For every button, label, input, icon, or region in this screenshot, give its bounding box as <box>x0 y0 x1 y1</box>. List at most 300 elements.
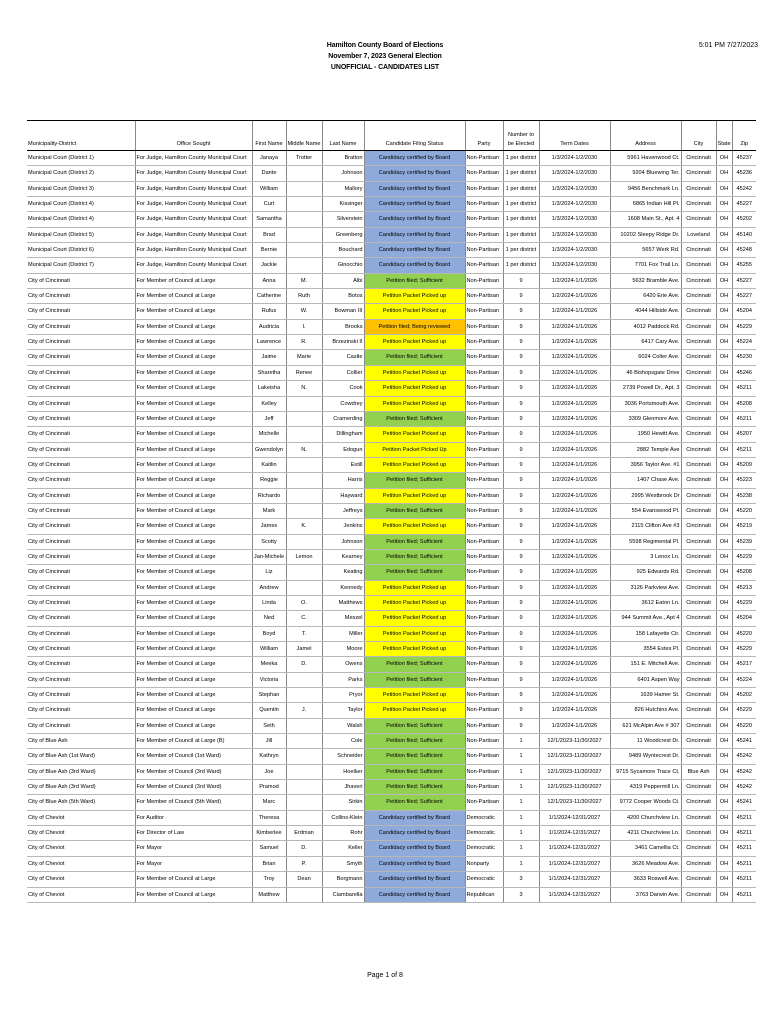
table-row <box>27 841 756 856</box>
cell-city: Cincinnati <box>681 442 716 457</box>
cell-first-name: Meeka <box>252 657 286 672</box>
cell-term-dates: 1/3/2024-1/2/2030 <box>539 151 610 166</box>
cell-party: Non-Partisan <box>465 595 503 610</box>
cell-first-name: Boyd <box>252 626 286 641</box>
cell-first-name: Marc <box>252 795 286 810</box>
cell-status: Petition filed; Sufficient <box>364 657 465 672</box>
cell-middle-name: Marie <box>286 350 322 365</box>
cell-middle-name <box>286 810 322 825</box>
cell-state: OH <box>716 273 732 288</box>
cell-last-name: Borgmann <box>322 872 364 887</box>
cell-city: Cincinnati <box>681 427 716 442</box>
cell-number-elected: 9 <box>503 304 539 319</box>
cell-status: Candidacy certified by Board <box>364 243 465 258</box>
cell-term-dates: 1/2/2024-1/1/2026 <box>539 503 610 518</box>
cell-term-dates: 12/1/2023-11/30/2027 <box>539 764 610 779</box>
cell-first-name: Kimberlee <box>252 826 286 841</box>
table-row <box>27 718 756 733</box>
cell-last-name: Bratton <box>322 151 364 166</box>
cell-zip: 45227 <box>732 273 756 288</box>
cell-number-elected: 1 <box>503 734 539 749</box>
cell-city: Cincinnati <box>681 734 716 749</box>
table-row <box>27 688 756 703</box>
cell-city: Cincinnati <box>681 780 716 795</box>
cell-zip: 45202 <box>732 688 756 703</box>
cell-city: Cincinnati <box>681 273 716 288</box>
cell-term-dates: 12/1/2023-11/30/2027 <box>539 780 610 795</box>
cell-city: Cincinnati <box>681 826 716 841</box>
table-row <box>27 810 756 825</box>
cell-zip: 45211 <box>732 810 756 825</box>
cell-middle-name <box>286 427 322 442</box>
cell-number-elected: 1 <box>503 826 539 841</box>
cell-last-name: Botos <box>322 289 364 304</box>
cell-municipality: City of Cincinnati <box>27 595 135 610</box>
cell-office: For Member of Council at Large <box>135 688 252 703</box>
cell-municipality: City of Cincinnati <box>27 657 135 672</box>
cell-term-dates: 1/2/2024-1/1/2026 <box>539 473 610 488</box>
cell-first-name: Catherine <box>252 289 286 304</box>
cell-state: OH <box>716 243 732 258</box>
table-row <box>27 595 756 610</box>
cell-number-elected: 1 per district <box>503 227 539 242</box>
table-row <box>27 304 756 319</box>
cell-address: 2882 Temple Ave <box>610 442 681 457</box>
cell-last-name: Johnson <box>322 534 364 549</box>
col-header: Party <box>465 121 503 151</box>
report-timestamp: 5:01 PM 7/27/2023 <box>698 42 758 49</box>
cell-municipality: City of Cincinnati <box>27 503 135 518</box>
cell-party: Non-Partisan <box>465 319 503 334</box>
cell-state: OH <box>716 365 732 380</box>
cell-middle-name <box>286 764 322 779</box>
cell-last-name: Cook <box>322 381 364 396</box>
cell-zip: 45202 <box>732 212 756 227</box>
cell-state: OH <box>716 688 732 703</box>
cell-address: 4044 Hillside Ave. <box>610 304 681 319</box>
cell-status: Petition filed; Sufficient <box>364 534 465 549</box>
cell-city: Cincinnati <box>681 411 716 426</box>
cell-city: Cincinnati <box>681 381 716 396</box>
cell-middle-name: K. <box>286 519 322 534</box>
cell-term-dates: 1/1/2024-12/31/2027 <box>539 872 610 887</box>
cell-municipality: City of Cheviot <box>27 841 135 856</box>
cell-party: Democratic <box>465 872 503 887</box>
cell-first-name: Linda <box>252 595 286 610</box>
cell-address: 3612 Eaton Ln. <box>610 595 681 610</box>
cell-number-elected: 9 <box>503 565 539 580</box>
cell-status: Candidacy certified by Board <box>364 227 465 242</box>
cell-number-elected: 9 <box>503 642 539 657</box>
cell-middle-name: Ruth <box>286 289 322 304</box>
cell-last-name: Hoelker <box>322 764 364 779</box>
cell-first-name: Matthew <box>252 887 286 902</box>
cell-municipality: City of Cincinnati <box>27 411 135 426</box>
cell-zip: 45208 <box>732 396 756 411</box>
cell-status: Petition Packet Picked up <box>364 580 465 595</box>
cell-state: OH <box>716 795 732 810</box>
cell-address: 3956 Taylor Ave. #1 <box>610 457 681 472</box>
table-row <box>27 411 756 426</box>
cell-number-elected: 9 <box>503 396 539 411</box>
cell-number-elected: 9 <box>503 657 539 672</box>
cell-office: For Member of Council at Large <box>135 457 252 472</box>
cell-number-elected: 9 <box>503 595 539 610</box>
cell-number-elected: 9 <box>503 319 539 334</box>
cell-municipality: City of Cincinnati <box>27 442 135 457</box>
cell-term-dates: 1/1/2024-12/31/2027 <box>539 841 610 856</box>
cell-state: OH <box>716 488 732 503</box>
cell-first-name: William <box>252 642 286 657</box>
table-row <box>27 626 756 641</box>
cell-party: Non-Partisan <box>465 396 503 411</box>
cell-zip: 45211 <box>732 887 756 902</box>
cell-office: For Auditor <box>135 810 252 825</box>
cell-number-elected: 9 <box>503 626 539 641</box>
cell-state: OH <box>716 595 732 610</box>
table-row <box>27 734 756 749</box>
cell-address: 9772 Cooper Woods Ct. <box>610 795 681 810</box>
cell-status: Petition Packet Picked up <box>364 427 465 442</box>
cell-state: OH <box>716 427 732 442</box>
cell-party: Non-Partisan <box>465 626 503 641</box>
cell-state: OH <box>716 289 732 304</box>
col-header: Zip <box>732 121 756 151</box>
cell-state: OH <box>716 519 732 534</box>
cell-city: Cincinnati <box>681 350 716 365</box>
cell-term-dates: 1/2/2024-1/1/2026 <box>539 611 610 626</box>
cell-term-dates: 1/2/2024-1/1/2026 <box>539 289 610 304</box>
cell-status: Petition Packet Picked up <box>364 688 465 703</box>
cell-last-name: Jeffreys <box>322 503 364 518</box>
cell-office: For Member of Council at Large <box>135 335 252 350</box>
cell-address: 1407 Chase Ave. <box>610 473 681 488</box>
cell-status: Petition Packet Picked up <box>364 335 465 350</box>
cell-first-name: Brad <box>252 227 286 242</box>
cell-address: 6024 Colter Ave. <box>610 350 681 365</box>
cell-term-dates: 1/2/2024-1/1/2026 <box>539 688 610 703</box>
cell-office: For Member of Council at Large <box>135 672 252 687</box>
cell-municipality: City of Cincinnati <box>27 703 135 718</box>
col-header: Number to be Elected <box>503 121 539 151</box>
cell-office: For Member of Council at Large <box>135 657 252 672</box>
cell-middle-name: M. <box>286 273 322 288</box>
cell-last-name: Kissinger <box>322 197 364 212</box>
cell-status: Petition filed; Sufficient <box>364 565 465 580</box>
cell-party: Non-Partisan <box>465 381 503 396</box>
cell-address: 4012 Paddock Rd. <box>610 319 681 334</box>
table-row <box>27 166 756 181</box>
cell-status: Petition filed; Sufficient <box>364 350 465 365</box>
cell-first-name: Jeff <box>252 411 286 426</box>
table-row <box>27 442 756 457</box>
cell-status: Petition Packet Picked up <box>364 289 465 304</box>
table-header-row <box>27 121 756 151</box>
col-header: Middle Name <box>286 121 322 151</box>
cell-address: 3554 Estes Pl. <box>610 642 681 657</box>
cell-party: Non-Partisan <box>465 181 503 196</box>
cell-city: Cincinnati <box>681 718 716 733</box>
cell-term-dates: 1/2/2024-1/1/2026 <box>539 396 610 411</box>
table-row <box>27 227 756 242</box>
cell-term-dates: 1/3/2024-1/2/2030 <box>539 181 610 196</box>
cell-party: Non-Partisan <box>465 534 503 549</box>
cell-number-elected: 3 <box>503 872 539 887</box>
cell-municipality: Municipal Court (District 3) <box>27 181 135 196</box>
table-row <box>27 289 756 304</box>
cell-number-elected: 9 <box>503 457 539 472</box>
cell-zip: 45241 <box>732 734 756 749</box>
cell-last-name: Estill <box>322 457 364 472</box>
cell-last-name: Owens <box>322 657 364 672</box>
cell-middle-name <box>286 166 322 181</box>
cell-municipality: City of Cincinnati <box>27 335 135 350</box>
cell-address: 2115 Clifton Ave #3 <box>610 519 681 534</box>
cell-office: For Judge, Hamilton County Municipal Court <box>135 227 252 242</box>
cell-address: 6420 Erie Ave. <box>610 289 681 304</box>
table-row <box>27 258 756 273</box>
cell-party: Democratic <box>465 841 503 856</box>
cell-number-elected: 9 <box>503 411 539 426</box>
cell-office: For Judge, Hamilton County Municipal Court <box>135 243 252 258</box>
cell-city: Cincinnati <box>681 503 716 518</box>
cell-number-elected: 9 <box>503 519 539 534</box>
cell-office: For Member of Council at Large <box>135 626 252 641</box>
cell-number-elected: 9 <box>503 289 539 304</box>
table-row <box>27 488 756 503</box>
cell-state: OH <box>716 626 732 641</box>
cell-zip: 45242 <box>732 749 756 764</box>
cell-status: Petition filed; Sufficient <box>364 672 465 687</box>
cell-first-name: Ned <box>252 611 286 626</box>
cell-city: Blue Ash <box>681 764 716 779</box>
cell-number-elected: 3 <box>503 887 539 902</box>
cell-first-name: Lawrence <box>252 335 286 350</box>
cell-state: OH <box>716 411 732 426</box>
cell-last-name: Taylor <box>322 703 364 718</box>
cell-party: Non-Partisan <box>465 197 503 212</box>
cell-number-elected: 1 <box>503 856 539 871</box>
cell-status: Petition filed; Sufficient <box>364 718 465 733</box>
cell-last-name: Castle <box>322 350 364 365</box>
cell-term-dates: 1/2/2024-1/1/2026 <box>539 626 610 641</box>
cell-city: Cincinnati <box>681 887 716 902</box>
cell-middle-name: I. <box>286 319 322 334</box>
cell-zip: 45241 <box>732 795 756 810</box>
cell-office: For Member of Council (3rd Ward) <box>135 764 252 779</box>
cell-city: Cincinnati <box>681 319 716 334</box>
cell-status: Candidacy certified by Board <box>364 212 465 227</box>
cell-middle-name <box>286 197 322 212</box>
cell-party: Non-Partisan <box>465 166 503 181</box>
cell-term-dates: 1/2/2024-1/1/2026 <box>539 580 610 595</box>
cell-municipality: Municipal Court (District 1) <box>27 151 135 166</box>
cell-middle-name <box>286 457 322 472</box>
cell-party: Non-Partisan <box>465 151 503 166</box>
cell-address: 3 Lenox Ln. <box>610 549 681 564</box>
cell-office: For Member of Council at Large <box>135 872 252 887</box>
cell-middle-name <box>286 565 322 580</box>
cell-status: Petition Packet Picked up <box>364 457 465 472</box>
cell-party: Democratic <box>465 826 503 841</box>
cell-office: For Member of Council at Large <box>135 473 252 488</box>
cell-address: 3036 Portsmouth Ave. <box>610 396 681 411</box>
cell-last-name: Cramerding <box>322 411 364 426</box>
cell-party: Non-Partisan <box>465 227 503 242</box>
cell-first-name: Scotty <box>252 534 286 549</box>
cell-address: 3626 Meadow Ave. <box>610 856 681 871</box>
cell-party: Non-Partisan <box>465 335 503 350</box>
table-row <box>27 642 756 657</box>
cell-status: Petition filed; Sufficient <box>364 273 465 288</box>
cell-party: Non-Partisan <box>465 503 503 518</box>
cell-last-name: Ginocchio <box>322 258 364 273</box>
cell-zip: 45211 <box>732 841 756 856</box>
cell-state: OH <box>716 565 732 580</box>
table-row <box>27 335 756 350</box>
cell-address: 6417 Cary Ave. <box>610 335 681 350</box>
cell-term-dates: 1/2/2024-1/1/2026 <box>539 381 610 396</box>
cell-status: Candidacy certified by Board <box>364 151 465 166</box>
cell-last-name: Bowman III <box>322 304 364 319</box>
col-header: City <box>681 121 716 151</box>
cell-office: For Member of Council at Large <box>135 565 252 580</box>
table-row <box>27 887 756 902</box>
cell-state: OH <box>716 473 732 488</box>
cell-city: Loveland <box>681 227 716 242</box>
cell-middle-name <box>286 181 322 196</box>
cell-party: Non-Partisan <box>465 764 503 779</box>
cell-status: Petition filed; Being reviewed <box>364 319 465 334</box>
cell-municipality: Municipal Court (District 6) <box>27 243 135 258</box>
cell-middle-name <box>286 580 322 595</box>
cell-status: Petition filed; Sufficient <box>364 411 465 426</box>
cell-municipality: City of Cheviot <box>27 887 135 902</box>
cell-municipality: Municipal Court (District 5) <box>27 227 135 242</box>
cell-city: Cincinnati <box>681 258 716 273</box>
cell-city: Cincinnati <box>681 488 716 503</box>
cell-last-name: Kearney <box>322 549 364 564</box>
cell-number-elected: 9 <box>503 534 539 549</box>
cell-first-name: Curt <box>252 197 286 212</box>
cell-municipality: City of Cincinnati <box>27 611 135 626</box>
cell-last-name: Johnson <box>322 166 364 181</box>
cell-state: OH <box>716 381 732 396</box>
cell-middle-name: D. <box>286 841 322 856</box>
cell-address: 46 Bishopsgate Drive <box>610 365 681 380</box>
cell-state: OH <box>716 856 732 871</box>
cell-municipality: City of Cincinnati <box>27 534 135 549</box>
cell-status: Candidacy certified by Board <box>364 197 465 212</box>
col-header: Address <box>610 121 681 151</box>
table-row <box>27 473 756 488</box>
cell-zip: 45229 <box>732 549 756 564</box>
cell-state: OH <box>716 749 732 764</box>
cell-middle-name: D. <box>286 657 322 672</box>
cell-office: For Judge, Hamilton County Municipal Court <box>135 166 252 181</box>
cell-term-dates: 1/2/2024-1/1/2026 <box>539 657 610 672</box>
cell-number-elected: 9 <box>503 350 539 365</box>
cell-party: Non-Partisan <box>465 703 503 718</box>
cell-municipality: City of Cincinnati <box>27 565 135 580</box>
cell-municipality: City of Cincinnati <box>27 549 135 564</box>
cell-office: For Member of Council at Large <box>135 381 252 396</box>
cell-first-name: Kaitlin <box>252 457 286 472</box>
table-row <box>27 795 756 810</box>
cell-middle-name <box>286 534 322 549</box>
cell-status: Petition Packet Picked up <box>364 304 465 319</box>
col-header: Last Name <box>322 121 364 151</box>
cell-municipality: City of Cincinnati <box>27 718 135 733</box>
table-row <box>27 780 756 795</box>
cell-term-dates: 1/2/2024-1/1/2026 <box>539 534 610 549</box>
cell-last-name: Albi <box>322 273 364 288</box>
cell-address: 5657 Werk Rd. <box>610 243 681 258</box>
cell-zip: 45213 <box>732 580 756 595</box>
cell-state: OH <box>716 872 732 887</box>
table-row <box>27 350 756 365</box>
cell-municipality: City of Cheviot <box>27 856 135 871</box>
cell-number-elected: 1 <box>503 780 539 795</box>
cell-party: Non-Partisan <box>465 611 503 626</box>
cell-zip: 45220 <box>732 718 756 733</box>
table-row <box>27 703 756 718</box>
table-row <box>27 826 756 841</box>
table-row <box>27 503 756 518</box>
cell-city: Cincinnati <box>681 626 716 641</box>
cell-state: OH <box>716 258 732 273</box>
cell-municipality: Municipal Court (District 4) <box>27 212 135 227</box>
cell-first-name: Jackie <box>252 258 286 273</box>
cell-last-name: Walsh <box>322 718 364 733</box>
cell-office: For Member of Council at Large <box>135 503 252 518</box>
cell-party: Non-Partisan <box>465 642 503 657</box>
cell-status: Petition Packet Picked up <box>364 519 465 534</box>
cell-number-elected: 9 <box>503 365 539 380</box>
cell-term-dates: 1/1/2024-12/31/2027 <box>539 826 610 841</box>
cell-party: Non-Partisan <box>465 795 503 810</box>
cell-term-dates: 1/2/2024-1/1/2026 <box>539 442 610 457</box>
cell-address: 4200 Churchview Ln. <box>610 810 681 825</box>
cell-state: OH <box>716 887 732 902</box>
cell-office: For Member of Council at Large <box>135 427 252 442</box>
cell-term-dates: 1/3/2024-1/2/2030 <box>539 227 610 242</box>
cell-last-name: Mallory <box>322 181 364 196</box>
cell-party: Non-Partisan <box>465 442 503 457</box>
cell-city: Cincinnati <box>681 749 716 764</box>
cell-party: Non-Partisan <box>465 411 503 426</box>
cell-middle-name: N. <box>286 442 322 457</box>
table-row <box>27 381 756 396</box>
cell-city: Cincinnati <box>681 396 716 411</box>
cell-status: Petition Packet Picked up <box>364 611 465 626</box>
cell-status: Petition Packet Picked up <box>364 626 465 641</box>
cell-municipality: City of Blue Ash (3rd Ward) <box>27 780 135 795</box>
cell-municipality: City of Cincinnati <box>27 626 135 641</box>
table-row <box>27 534 756 549</box>
cell-office: For Member of Council at Large <box>135 703 252 718</box>
cell-first-name: Samuel <box>252 841 286 856</box>
cell-zip: 45242 <box>732 181 756 196</box>
col-header: Term Dates <box>539 121 610 151</box>
cell-party: Nonparty <box>465 856 503 871</box>
report-title-county: Hamilton County Board of Elections <box>326 42 444 49</box>
cell-office: For Member of Council at Large <box>135 887 252 902</box>
cell-first-name: Kelley <box>252 396 286 411</box>
cell-party: Non-Partisan <box>465 749 503 764</box>
cell-middle-name <box>286 780 322 795</box>
cell-last-name: Hayward <box>322 488 364 503</box>
